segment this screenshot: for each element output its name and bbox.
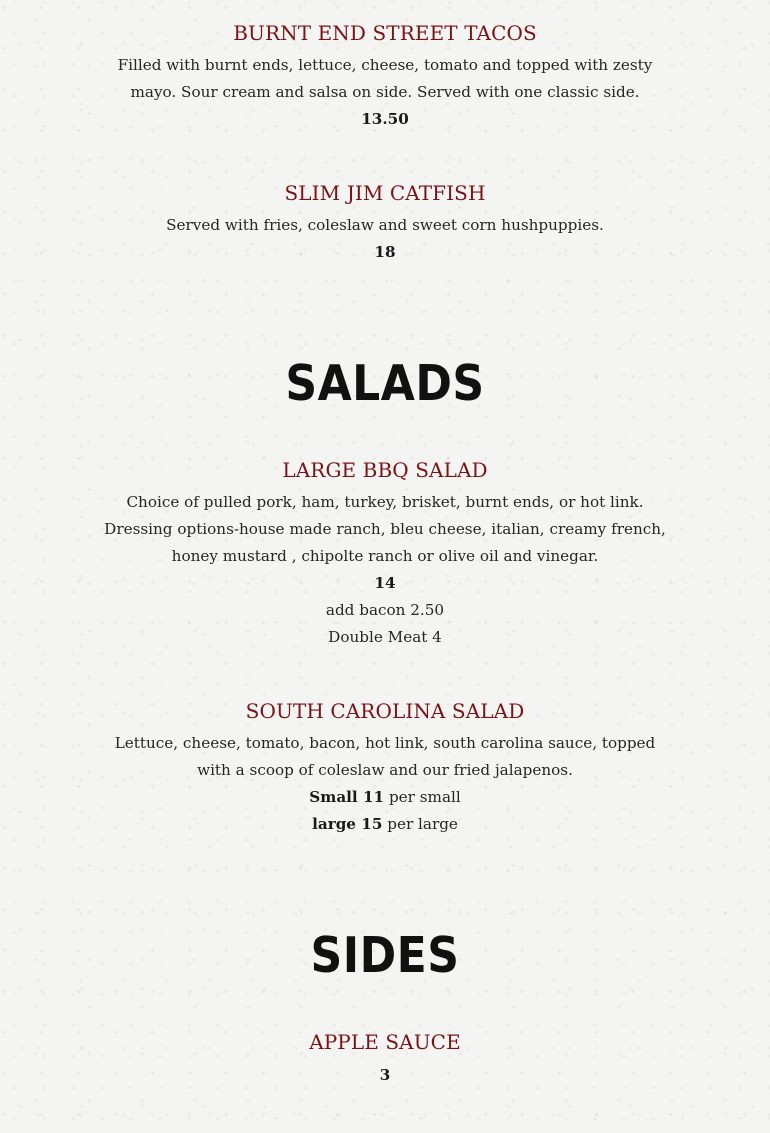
item-size-option [0, 784, 770, 811]
size-unit: per small [388, 788, 461, 806]
item-description: Filled with burnt ends, lettuce, cheese, tomato and topped with zesty mayo. Sour cream and salsa on side. Served with one classic side. [117, 56, 653, 101]
size-unit: per large [387, 815, 458, 833]
size-price: Small 11 [309, 788, 385, 806]
item-title: SLIM JIM CATFISH [284, 181, 486, 205]
item-title: BURNT END STREET TACOS [233, 21, 537, 45]
item-description: Lettuce, cheese, tomato, bacon, hot link, south carolina sauce, topped with a scoop of coleslaw and our fried jalapenos. [114, 734, 656, 779]
item-price: 18 [374, 243, 396, 261]
item-price: 14 [374, 574, 396, 592]
item-description: Served with fries, coleslaw and sweet corn hushpuppies. [166, 216, 604, 234]
item-title: SOUTH CAROLINA SALAD [245, 699, 525, 723]
item-addon: Double Meat 4 [328, 628, 442, 646]
item-title: APPLE SAUCE [309, 1030, 461, 1054]
item-title: LARGE BBQ SALAD [282, 458, 488, 482]
section-title-sides: SIDES [310, 927, 460, 984]
item-price: 3 [379, 1066, 391, 1084]
section-title-salads: SALADS [285, 355, 485, 412]
item-size-option [0, 811, 770, 838]
size-price: large 15 [312, 815, 383, 833]
item-addon: add bacon 2.50 [325, 601, 445, 619]
item-price: 13.50 [361, 110, 409, 128]
item-description: Choice of pulled pork, ham, turkey, brisket, burnt ends, or hot link. Dressing options-house made ranch, bleu cheese, italian, creamy french, honey mustard , chipolte ranch or olive oil and vinegar. [104, 493, 666, 565]
